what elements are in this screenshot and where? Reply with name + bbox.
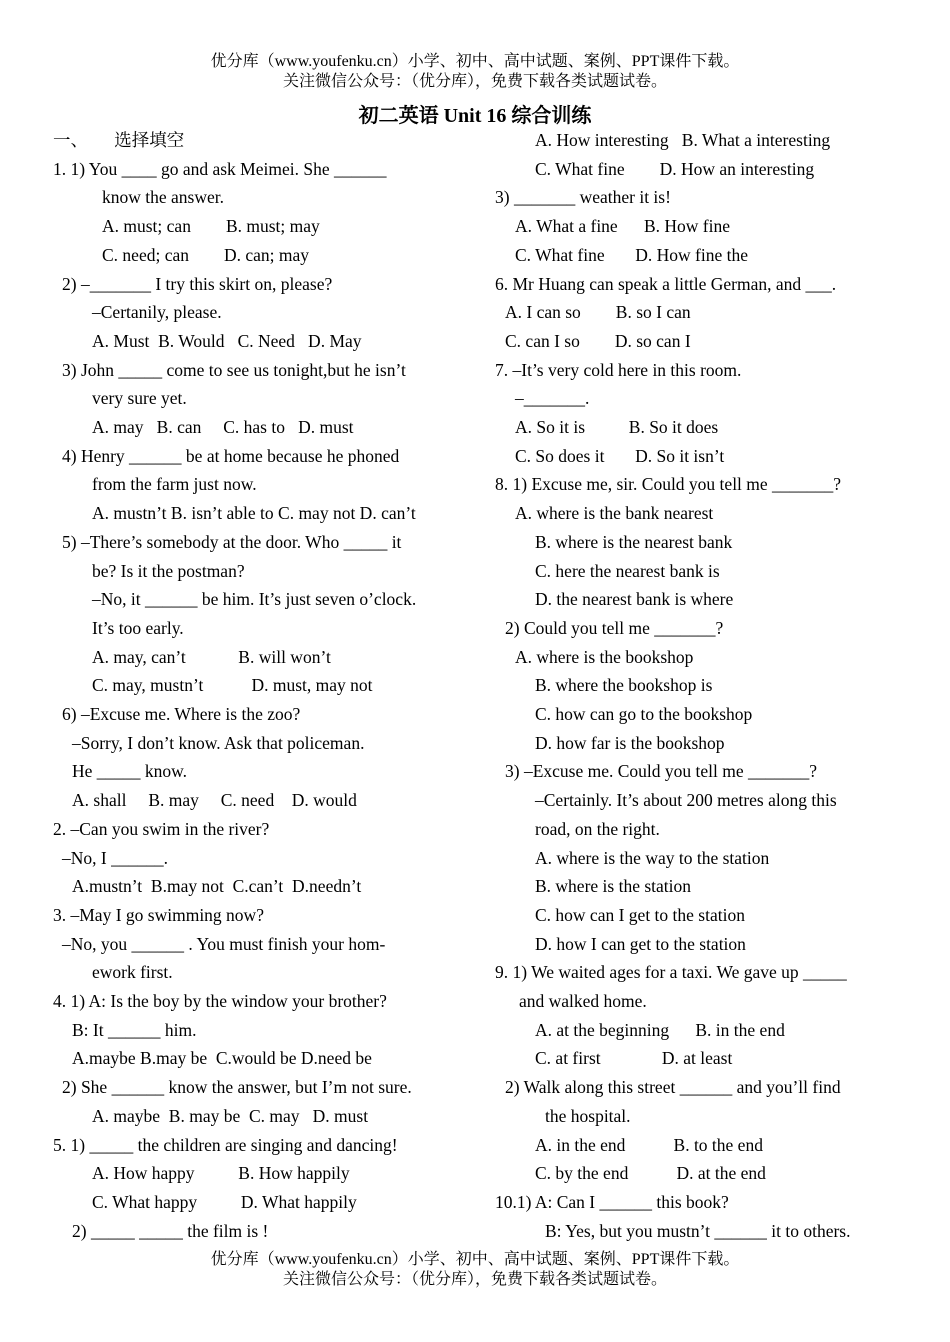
text-line: A. where is the way to the station bbox=[535, 847, 770, 868]
text-line: B. where is the nearest bank bbox=[535, 531, 733, 552]
text-line: C. can I so D. so can I bbox=[505, 330, 691, 351]
text-line: –No, you ______ . You must finish your hom- bbox=[62, 933, 386, 954]
text-line: 2) She ______ know the answer, but I’m not sure. bbox=[62, 1077, 412, 1098]
text-line: C. by the end D. at the end bbox=[535, 1163, 766, 1184]
text-line: A. may B. can C. has to D. must bbox=[92, 417, 354, 437]
text-line: A. at the beginning B. in the end bbox=[535, 1019, 785, 1040]
text-line: A. What a fine B. How fine bbox=[515, 216, 730, 237]
text-line: 1. 1) You ____ go and ask Meimei. She ______ bbox=[53, 158, 387, 179]
text-line: ework first. bbox=[92, 962, 173, 983]
text-line: the hospital. bbox=[545, 1105, 631, 1126]
text-line: very sure yet. bbox=[92, 388, 187, 409]
text-line: A.maybe B.may be C.would be D.need be bbox=[72, 1048, 372, 1069]
text-line: 3) _______ weather it is! bbox=[495, 187, 671, 208]
text-line: 7. –It’s very cold here in this room. bbox=[495, 359, 742, 380]
text-line: A. maybe B. may be C. may D. must bbox=[92, 1105, 369, 1126]
text-line: 8. 1) Excuse me, sir. Could you tell me _______? bbox=[495, 474, 842, 495]
text-line: A. may, can’t B. will won’t bbox=[92, 646, 331, 667]
text-line: C. What fine D. How fine the bbox=[515, 244, 748, 265]
text-line: –Certainly. It’s about 200 metres along this bbox=[535, 790, 837, 811]
text-line: A. in the end B. to the end bbox=[535, 1134, 763, 1155]
text-line: C. What fine D. How an interesting bbox=[535, 158, 815, 179]
text-line: A. How happy B. How happily bbox=[92, 1163, 350, 1184]
text-line: A. mustn’t B. isn’t able to C. may not D. can’t bbox=[92, 503, 416, 524]
text-line: –No, I ______. bbox=[62, 847, 168, 868]
text-line: –No, it ______ be him. It’s just seven o’clock. bbox=[92, 589, 417, 610]
text-line: A. where is the bank nearest bbox=[515, 503, 714, 524]
footer-line-1: 优分库（www.youfenku.cn）小学、初中、高中试题、案例、PPT课件下载。 bbox=[210, 1251, 740, 1268]
text-line: A. I can so B. so I can bbox=[505, 302, 691, 323]
text-line: A. How interesting B. What a interesting bbox=[535, 130, 831, 150]
text-line: 4. 1) A: Is the boy by the window your brother? bbox=[53, 991, 387, 1011]
text-line: A.mustn’t B.may not C.can’t D.needn’t bbox=[72, 876, 362, 897]
text-line: 2. –Can you swim in the river? bbox=[53, 818, 270, 839]
text-line: 2) Walk along this street ______ and you’ll find bbox=[505, 1077, 841, 1098]
text-line: 一、 选择填空 bbox=[53, 130, 185, 150]
text-line: C. at first D. at least bbox=[535, 1048, 733, 1069]
text-line: D. how far is the bookshop bbox=[535, 732, 725, 753]
text-line: C. So does it D. So it isn’t bbox=[515, 445, 725, 466]
text-line: and walked home. bbox=[519, 991, 647, 1011]
text-line: –Sorry, I don’t know. Ask that policeman. bbox=[72, 732, 365, 753]
text-line: It’s too early. bbox=[92, 617, 184, 638]
text-line: C. may, mustn’t D. must, may not bbox=[92, 675, 373, 696]
text-line: 2) _____ _____ the film is ! bbox=[72, 1220, 269, 1241]
text-line: –_______. bbox=[515, 388, 590, 409]
text-line: C. how can I get to the station bbox=[535, 904, 745, 925]
text-line: road, on the right. bbox=[535, 818, 660, 839]
text-line: D. how I can get to the station bbox=[535, 933, 746, 954]
text-line: B: Yes, but you mustn’t ______ it to others. bbox=[545, 1220, 851, 1241]
text-line: C. need; can D. can; may bbox=[102, 244, 310, 265]
text-line: A. where is the bookshop bbox=[515, 646, 694, 667]
text-line: 3) –Excuse me. Could you tell me _______? bbox=[505, 761, 818, 782]
text-line: D. the nearest bank is where bbox=[535, 589, 734, 610]
text-line: B. where is the station bbox=[535, 876, 692, 897]
text-line: know the answer. bbox=[102, 187, 224, 208]
text-line: C. how can go to the bookshop bbox=[535, 704, 753, 724]
text-line: A. must; can B. must; may bbox=[102, 216, 320, 237]
text-line: –Certanily, please. bbox=[92, 302, 222, 323]
text-line: B. where the bookshop is bbox=[535, 675, 713, 696]
text-line: C. What happy D. What happily bbox=[92, 1191, 357, 1212]
text-line: A. shall B. may C. need D. would bbox=[72, 790, 357, 811]
text-line: 9. 1) We waited ages for a taxi. We gave up _____ bbox=[495, 962, 847, 983]
text-line: 5) –There’s somebody at the door. Who _____ it bbox=[62, 531, 402, 552]
text-line: 2) –_______ I try this skirt on, please? bbox=[62, 273, 333, 294]
footer-line-2: 关注微信公众号：（优分库），免费下载各类试题试卷。 bbox=[282, 1271, 667, 1288]
text-line: B: It ______ him. bbox=[72, 1019, 197, 1040]
text-line: 6) –Excuse me. Where is the zoo? bbox=[62, 704, 301, 724]
text-line: 10.1) A: Can I ______ this book? bbox=[495, 1191, 729, 1212]
text-line: He _____ know. bbox=[72, 761, 188, 782]
text-line: 4) Henry ______ be at home because he phoned bbox=[62, 445, 400, 466]
header-line-1: 优分库（www.youfenku.cn）小学、初中、高中试题、案例、PPT课件下载。 bbox=[210, 53, 740, 70]
page-title: 初二英语 Unit 16 综合训练 bbox=[358, 105, 592, 127]
text-line: from the farm just now. bbox=[92, 474, 257, 495]
header-line-2: 关注微信公众号：（优分库），免费下载各类试题试卷。 bbox=[282, 73, 667, 90]
text-line: A. Must B. Would C. Need D. May bbox=[92, 330, 362, 351]
text-line: be? Is it the postman? bbox=[92, 560, 245, 581]
text-line: 3. –May I go swimming now? bbox=[53, 904, 264, 925]
text-line: 6. Mr Huang can speak a little German, and ___. bbox=[495, 273, 837, 294]
text-line: 2) Could you tell me _______? bbox=[505, 617, 724, 638]
text-line: 5. 1) _____ the children are singing and dancing! bbox=[53, 1134, 398, 1155]
text-line: A. So it is B. So it does bbox=[515, 417, 719, 437]
text-line: C. here the nearest bank is bbox=[535, 560, 720, 581]
text-line: 3) John _____ come to see us tonight,but he isn’t bbox=[62, 359, 406, 380]
